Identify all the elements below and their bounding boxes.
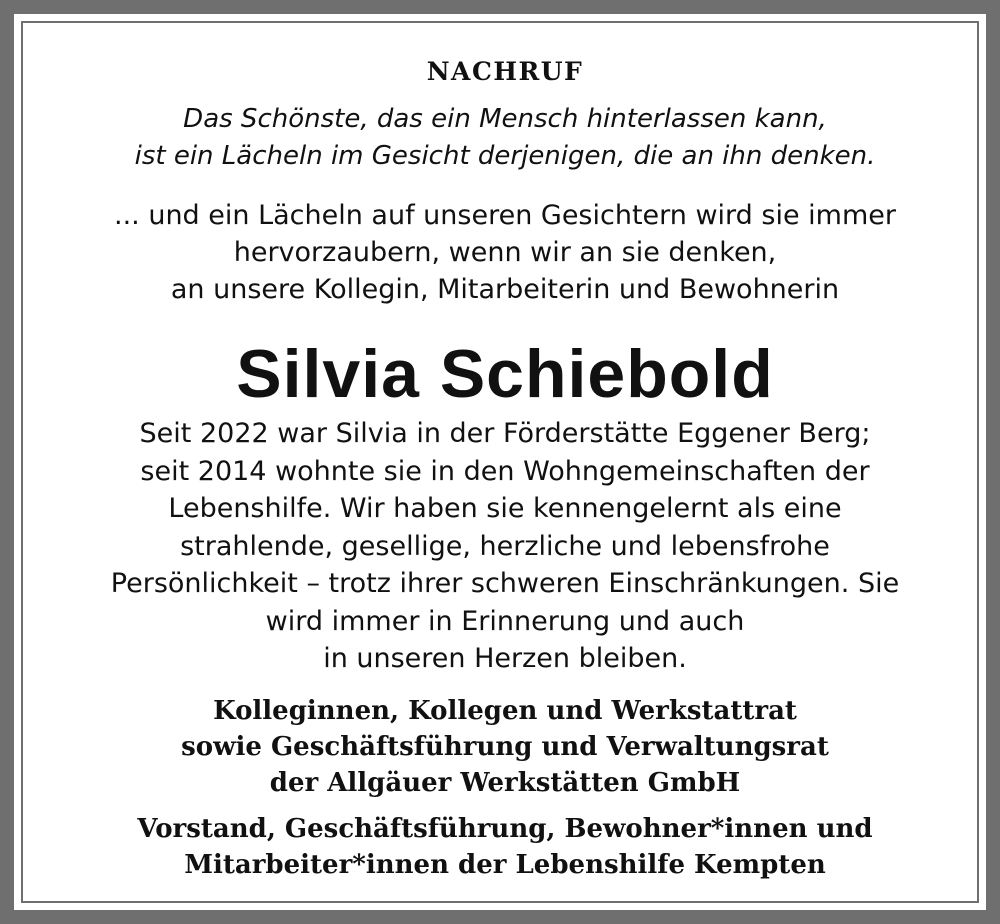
signature-line: der Allgäuer Werkstätten GmbH [269, 768, 741, 798]
biography-text [19, 415, 991, 678]
memorial-quote [19, 101, 991, 175]
quote-line: Das Schönste, das ein Mensch hinterlassen kann, [183, 104, 827, 134]
bio-line: Persönlichkeit – trotz ihrer schweren Einschränkungen. Sie [110, 568, 900, 599]
obituary-notice [19, 19, 991, 915]
quote-line: ist ein Lächeln im Gesicht derjenigen, die an ihn denken. [134, 141, 876, 171]
deceased-name: Silvia Schiebold [236, 336, 774, 412]
bio-line: seit 2014 wohnte sie in den Wohngemeinschaften der [140, 455, 870, 487]
notice-heading: NACHRUF [426, 57, 584, 86]
intro-line: an unsere Kollegin, Mitarbeiterin und Bewohnerin [170, 274, 840, 305]
signature-line: Kolleginnen, Kollegen und Werkstattrat [213, 696, 797, 726]
bio-line: wird immer in Erinnerung und auch [265, 605, 745, 637]
bio-line: strahlende, gesellige, herzliche und lebensfrohe [180, 530, 830, 562]
signature-lebenshilfe [19, 811, 991, 883]
bio-line: in unseren Herzen bleiben. [323, 643, 687, 674]
signature-line: Mitarbeiter*innen der Lebenshilfe Kempten [184, 850, 826, 880]
signature-line: sowie Geschäftsführung und Verwaltungsrat [181, 732, 829, 762]
signature-line: Vorstand, Geschäftsführung, Bewohner*innen und [137, 814, 873, 844]
intro-line: ... und ein Lächeln auf unseren Gesichtern wird sie immer [114, 200, 896, 231]
signature-werkstaetten [19, 693, 991, 801]
intro-line: hervorzaubern, wenn wir an sie denken, [233, 237, 777, 268]
bio-line: Lebenshilfe. Wir haben sie kennengelernt als eine [168, 493, 842, 524]
intro-text [19, 197, 991, 308]
bio-line: Seit 2022 war Silvia in der Förderstätte Eggener Berg; [139, 418, 871, 449]
notice-panel [14, 14, 986, 910]
